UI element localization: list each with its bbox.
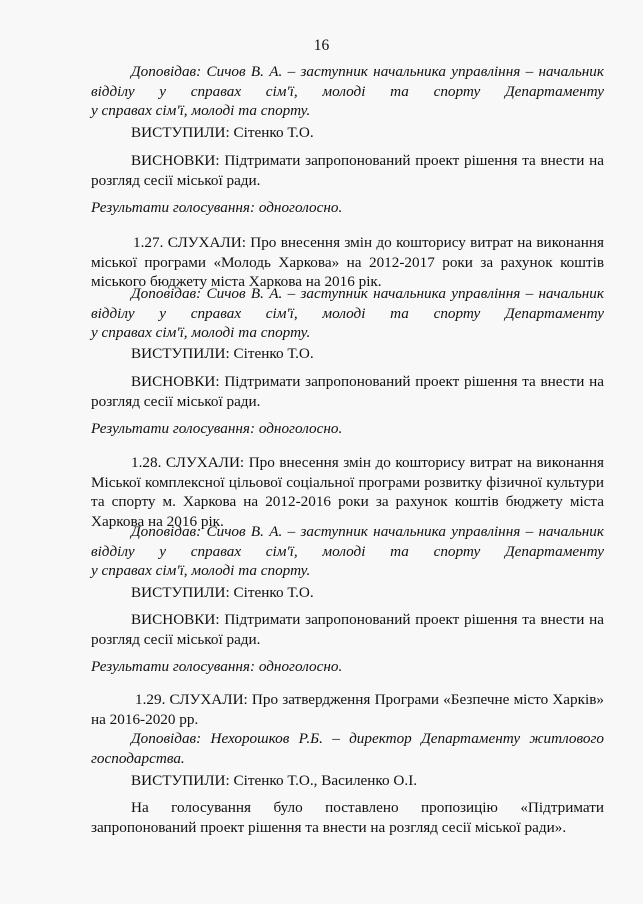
conclusion-line: розгляд сесії міської ради.	[91, 171, 261, 189]
reporter-paragraph	[91, 62, 604, 121]
reporter-line: Доповідав: Сичов В. А. – заступник начальника управління – начальник	[131, 63, 604, 80]
vote-result: Результати голосування: одноголосно.	[91, 199, 343, 216]
heard-paragraph-1-27	[91, 233, 604, 292]
conclusion-line: розгляд сесії міської ради.	[91, 630, 261, 648]
heard-line: міської програми «Молодь Харкова» на 2012-2017 роки за рахунок коштів	[91, 253, 604, 271]
heard-line: Харкова на 2016 рік.	[91, 512, 224, 530]
heard-line: на 2016-2020 рр.	[91, 710, 199, 728]
reporter-paragraph	[91, 729, 604, 768]
reporter-paragraph	[91, 522, 604, 581]
conclusion-paragraph	[91, 372, 604, 411]
reporter-line: Доповідав: Сичов В. А. – заступник начальника управління – начальник	[131, 285, 604, 302]
reporter-line: господарства.	[91, 749, 185, 767]
conclusion-line: ВИСНОВКИ: Підтримати запропонований проект рішення та внести на	[131, 611, 604, 628]
reporter-line: у справах сім'ї, молоді та спорту.	[91, 102, 311, 119]
heard-line: міського бюджету міста Харкова на 2016 рік.	[91, 273, 382, 290]
conclusion-line: ВИСНОВКИ: Підтримати запропонований проект рішення та внести на	[131, 373, 604, 390]
reporter-paragraph	[91, 284, 604, 343]
reporter-line: у справах сім'ї, молоді та спорту.	[91, 562, 311, 579]
speakers-line: ВИСТУПИЛИ: Сітенко Т.О.	[131, 124, 314, 141]
page-number: 16	[313, 37, 330, 54]
reporter-line: Доповідав: Нехорошков Р.Б. – директор Департаменту житлового	[131, 730, 604, 747]
reporter-line: відділу у справах сім'ї, молоді та спорту Департаменту	[91, 82, 604, 100]
heard-line: 1.28. СЛУХАЛИ: Про внесення змін до кошторису витрат на виконання	[131, 454, 604, 471]
proposal-line: запропонований проект рішення та внести на розгляд сесії міської ради».	[91, 818, 567, 836]
reporter-line: у справах сім'ї, молоді та спорту.	[91, 324, 311, 341]
heard-paragraph-1-28	[91, 453, 604, 531]
heard-line: Міської комплексної цільової соціальної програми розвитку фізичної культури	[91, 473, 604, 491]
speakers-line: ВИСТУПИЛИ: Сітенко Т.О., Василенко О.І.	[131, 772, 418, 789]
reporter-line: Доповідав: Сичов В. А. – заступник начальника управління – начальник	[131, 523, 604, 540]
conclusion-paragraph	[91, 151, 604, 190]
speakers-line: ВИСТУПИЛИ: Сітенко Т.О.	[131, 584, 314, 601]
proposal-paragraph	[91, 798, 604, 837]
conclusion-line: розгляд сесії міської ради.	[91, 392, 261, 410]
proposal-line: На голосування було поставлено пропозицію «Підтримати	[131, 799, 604, 816]
heard-paragraph-1-29	[91, 690, 604, 729]
heard-line: 1.27. СЛУХАЛИ: Про внесення змін до кошторису витрат на виконання	[133, 234, 604, 251]
vote-result: Результати голосування: одноголосно.	[91, 420, 343, 437]
heard-line: 1.29. СЛУХАЛИ: Про затвердження Програми «Безпечне місто Харків»	[135, 691, 604, 708]
reporter-line: відділу у справах сім'ї, молоді та спорту Департаменту	[91, 542, 604, 560]
conclusion-line: ВИСНОВКИ: Підтримати запропонований проект рішення та внести на	[131, 152, 604, 169]
conclusion-paragraph	[91, 610, 604, 649]
vote-result: Результати голосування: одноголосно.	[91, 658, 343, 675]
heard-line: та спорту м. Харкова на 2012-2016 роки за рахунок коштів бюджету міста	[91, 493, 604, 510]
reporter-line: відділу у справах сім'ї, молоді та спорту Департаменту	[91, 304, 604, 322]
speakers-line: ВИСТУПИЛИ: Сітенко Т.О.	[131, 345, 314, 362]
